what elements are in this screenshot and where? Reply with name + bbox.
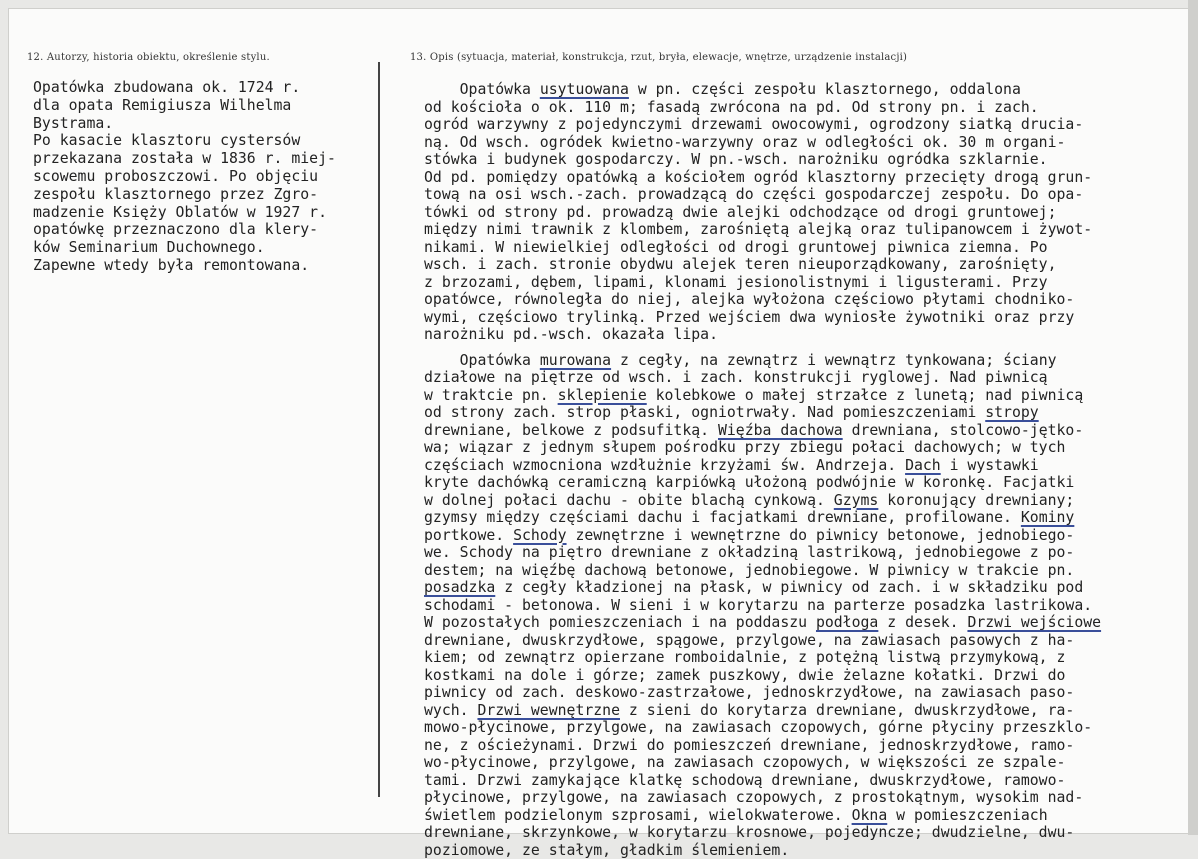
text-line bbox=[424, 186, 1101, 204]
text-segment: narożniku pd.-wsch. okazała lipa. bbox=[424, 326, 718, 343]
text-line: opatówkę przeznaczono dla klery- bbox=[33, 221, 336, 239]
text-line bbox=[424, 81, 1101, 99]
history-text bbox=[33, 79, 336, 275]
text-line: Opatówka zbudowana ok. 1724 r. bbox=[33, 79, 336, 97]
text-line bbox=[424, 352, 1101, 370]
text-segment: W pozostałych pomieszczeniach i na poddaszu bbox=[424, 614, 816, 631]
text-segment: schodami - betonowa. W sieni i w korytarzu na parterze posadzka lastrikowa. bbox=[424, 597, 1092, 614]
text-line: zespołu klasztornego przez Zgro- bbox=[33, 186, 336, 204]
page-edge bbox=[1188, 0, 1198, 835]
text-segment: drewniane, skrzynkowe, w korytarzu krosnowe, pojedyncze; dwudzielne, dwu- bbox=[424, 824, 1074, 841]
text-line bbox=[424, 614, 1101, 632]
text-line bbox=[424, 579, 1101, 597]
text-segment: wych. bbox=[424, 702, 477, 719]
column-divider bbox=[378, 62, 380, 797]
text-segment: kostkami na dole i górze; zamek puszkowy, dwie żelazne kołatki. Drzwi do bbox=[424, 667, 1065, 684]
text-line bbox=[424, 457, 1101, 475]
text-line bbox=[424, 439, 1101, 457]
text-segment: ną. Od wsch. ogródek kwietno-warzywny oraz w odległości ok. 30 m organi- bbox=[424, 134, 1065, 151]
text-segment: z cegły kładzionej na płask, w piwnicy od zach. i w składziku pod bbox=[495, 579, 1083, 596]
text-line: Po kasacie klasztoru cystersów bbox=[33, 132, 336, 150]
text-segment: wa; wiązar z jednym słupem pośrodku przy zbiegu połaci dachowych; w tych bbox=[424, 439, 1065, 456]
section-13-header: 13. Opis (sytuacja, materiał, konstrukcja, rzut, bryła, elewacje, wnętrze, urządzenie instalacji) bbox=[410, 52, 907, 63]
text-line: scowemu proboszczowi. Po objęciu bbox=[33, 168, 336, 186]
text-segment: w pomieszczeniach bbox=[887, 807, 1047, 824]
text-line bbox=[424, 492, 1101, 510]
text-segment: wsch. i zach. stronie obydwu alejek teren nieuporządkowany, zarośnięty, bbox=[424, 256, 1057, 273]
text-segment: zewnętrzne i wewnętrzne do piwnicy betonowe, jednobiegо- bbox=[567, 527, 1075, 544]
text-segment: częściach wzmocniona wzdłużnie krzyżami św. Andrzeja. bbox=[424, 457, 905, 474]
text-line bbox=[424, 684, 1101, 702]
underlined-term: Drzwi wewnętrzne bbox=[477, 702, 620, 719]
text-segment: drewniane, belkowe z podsufitką. bbox=[424, 422, 718, 439]
underlined-term: Drzwi wejściowe bbox=[967, 614, 1101, 631]
description-paragraph bbox=[424, 81, 1101, 344]
text-line bbox=[424, 204, 1101, 222]
text-segment: od strony zach. strop płaski, ogniotrwały. Nad pomieszczeniami bbox=[424, 404, 985, 421]
text-line bbox=[424, 754, 1101, 772]
text-segment: drewniana, stolcowo-jętko- bbox=[843, 422, 1084, 439]
text-segment: wymi, częściowo trylinką. Przed wejściem dwa wyniosłe żywotniki oraz przy bbox=[424, 309, 1074, 326]
text-line bbox=[424, 789, 1101, 807]
text-segment: Od pd. pomiędzy opatówką a kościołem ogród klasztorny przecięty drogą grun- bbox=[424, 169, 1092, 186]
text-line bbox=[424, 597, 1101, 615]
text-line bbox=[424, 474, 1101, 492]
text-segment: tową na osi wsch.-zach. prowadzącą do części gospodarczej zespołu. Do opa- bbox=[424, 186, 1083, 203]
underlined-term: Schody bbox=[513, 527, 566, 544]
text-line bbox=[424, 291, 1101, 309]
underlined-term: Kominy bbox=[1021, 509, 1074, 526]
text-segment: i wystawki bbox=[941, 457, 1039, 474]
text-line: przekazana została w 1836 r. miej- bbox=[33, 150, 336, 168]
text-line bbox=[424, 509, 1101, 527]
text-segment: we. Schody na piętro drewniane z okładziną lastrikową, jednobiegowe z po- bbox=[424, 544, 1074, 561]
text-line bbox=[424, 807, 1101, 825]
text-segment: piwnicy od zach. deskowo-zastrzałowe, jednoskrzydłowe, na zawiasach paso- bbox=[424, 684, 1074, 701]
text-segment: tami. Drzwi zamykające klatkę schodową drewniane, dwuskrzydłowe, ramowo- bbox=[424, 772, 1065, 789]
text-segment: destem; na więźbę dachową betonowe, jednobiegowe. W piwnicy w trakcie pn. bbox=[424, 562, 1074, 579]
underlined-term: Gzyms bbox=[834, 492, 879, 509]
underlined-term: stropy bbox=[985, 404, 1038, 421]
section-12-header: 12. Autorzy, historia obiektu, określenie stylu. bbox=[27, 52, 270, 63]
underlined-term: Więźba dachowa bbox=[718, 422, 843, 439]
text-line bbox=[424, 221, 1101, 239]
text-segment: z sieni do korytarza drewniane, dwuskrzydłowe, ra- bbox=[620, 702, 1074, 719]
text-line bbox=[424, 116, 1101, 134]
text-line: dla opata Remigiusza Wilhelma bbox=[33, 97, 336, 115]
text-line: Bystrama. bbox=[33, 115, 336, 133]
text-segment: wo-płycinowe, przylgowe, na zawiasach czopowych, w większości ze szpale- bbox=[424, 754, 1065, 771]
text-line bbox=[424, 404, 1101, 422]
text-segment: poziomowe, ze stałym, gładkim ślemieniem. bbox=[424, 842, 789, 859]
text-line bbox=[424, 772, 1101, 790]
text-segment: od kościoła o ok. 110 m; fasadą zwrócona na pd. Od strony pn. i zach. bbox=[424, 99, 1039, 116]
text-segment: tówki od strony pd. prowadzą dwie alejki odchodzące od drogi gruntowej; bbox=[424, 204, 1057, 221]
text-segment: ne, z ościeżynami. Drzwi do pomieszczeń drewniane, jednoskrzydłowe, ramo- bbox=[424, 737, 1074, 754]
text-segment: opatówce, równoległa do niej, alejka wyłożona częściowo płytami chodniko- bbox=[424, 291, 1074, 308]
text-line bbox=[424, 737, 1101, 755]
text-segment: w pn. części zespołu klasztornego, oddalona bbox=[629, 81, 1021, 98]
underlined-term: sklepienie bbox=[558, 387, 647, 404]
text-segment: w traktcie pn. bbox=[424, 387, 558, 404]
text-segment: nikami. W niewielkiej odległości od drogi gruntowej piwnica ziemna. Po bbox=[424, 239, 1048, 256]
text-line bbox=[424, 824, 1101, 842]
text-segment: Opatówka bbox=[424, 81, 540, 98]
text-segment: kryte dachówką ceramiczną karpiówką ułożoną podwójnie w koronkę. Facjatki bbox=[424, 474, 1074, 491]
text-line bbox=[424, 151, 1101, 169]
text-line: madzenie Księży Oblatów w 1927 r. bbox=[33, 204, 336, 222]
text-segment: drewniane, dwuskrzydłowe, spągowe, przylgowe, na zawiasach pasowych z ha- bbox=[424, 632, 1074, 649]
underlined-term: podłoga bbox=[816, 614, 878, 631]
text-line bbox=[424, 544, 1101, 562]
underlined-term: Okna bbox=[852, 807, 888, 824]
text-line bbox=[424, 719, 1101, 737]
text-line bbox=[424, 309, 1101, 327]
text-segment: Opatówka bbox=[424, 352, 540, 369]
text-segment: między nimi trawnik z klombem, zarośniętą alejką oraz tulipanowcem i żywot- bbox=[424, 221, 1092, 238]
text-segment: z brzozami, dębem, lipami, klonami jesionolistnymi i ligusterami. Przy bbox=[424, 274, 1048, 291]
text-line bbox=[424, 842, 1101, 859]
text-line bbox=[424, 99, 1101, 117]
text-segment: kiem; od zewnątrz opierzane romboidalnie, z potężną listwą przymykową, z bbox=[424, 649, 1065, 666]
text-line bbox=[424, 134, 1101, 152]
text-segment: stówka i budynek gospodarczy. W pn.-wsch. narożniku ogródka szklarnie. bbox=[424, 151, 1048, 168]
underlined-term: usytuowana bbox=[540, 81, 629, 98]
text-line bbox=[424, 649, 1101, 667]
text-segment: z cegły, na zewnątrz i wewnątrz tynkowana; ściany bbox=[611, 352, 1056, 369]
text-line bbox=[424, 239, 1101, 257]
text-line bbox=[424, 256, 1101, 274]
text-line bbox=[424, 667, 1101, 685]
text-line bbox=[424, 702, 1101, 720]
text-line bbox=[424, 274, 1101, 292]
text-segment: portkowe. bbox=[424, 527, 513, 544]
text-line bbox=[424, 632, 1101, 650]
text-segment: w dolnej połaci dachu - obite blachą cynkową. bbox=[424, 492, 834, 509]
description-text bbox=[424, 81, 1101, 859]
text-line bbox=[424, 369, 1101, 387]
text-segment: płycinowe, przylgowe, na zawiasach czopowych, z prostokątnym, wysokim nad- bbox=[424, 789, 1083, 806]
text-segment: mowo-płycinowe, przylgowe, na zawiasach czopowych, górne płyciny przeszklo- bbox=[424, 719, 1092, 736]
text-segment: kolebkowe o małej strzałce z lunetą; nad piwnicą bbox=[647, 387, 1084, 404]
text-line bbox=[424, 527, 1101, 545]
underlined-term: Dach bbox=[905, 457, 941, 474]
text-line bbox=[424, 169, 1101, 187]
text-line bbox=[424, 422, 1101, 440]
text-segment: z desek. bbox=[878, 614, 967, 631]
text-segment: koronujący drewniany; bbox=[878, 492, 1074, 509]
underlined-term: murowana bbox=[540, 352, 611, 369]
text-line bbox=[424, 326, 1101, 344]
text-line: ków Seminarium Duchownego. bbox=[33, 239, 336, 257]
text-segment: działowe na piętrze od wsch. i zach. konstrukcji ryglowej. Nad piwnicą bbox=[424, 369, 1048, 386]
description-paragraph bbox=[424, 352, 1101, 859]
text-line: Zapewne wtedy była remontowana. bbox=[33, 257, 336, 275]
underlined-term: posadzka bbox=[424, 579, 495, 596]
text-segment: świetlem podzielonym szprosami, wielokwaterowe. bbox=[424, 807, 852, 824]
text-line bbox=[424, 387, 1101, 405]
text-line bbox=[424, 562, 1101, 580]
text-segment: ogród warzywny z pojedynczymi drzewami owocowymi, ogrodzony siatką druciа- bbox=[424, 116, 1083, 133]
text-segment: gzymsy między częściami dachu i facjatkami drewniane, profilowane. bbox=[424, 509, 1021, 526]
